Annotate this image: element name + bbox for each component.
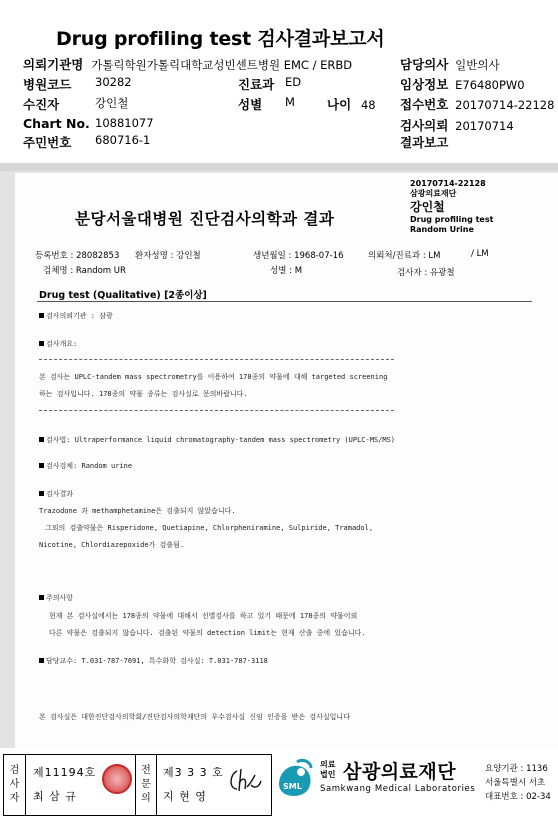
request-date-value: 20170714	[455, 119, 514, 133]
resident-no-value: 680716-1	[95, 133, 151, 147]
patient-label: 수진자	[23, 97, 60, 112]
institution-text: 검사의뢰기관 : 삼광	[46, 312, 113, 320]
specialist-char-2: 문	[141, 779, 151, 790]
notice-head-text: 주의사항	[46, 594, 74, 602]
receipt-no-value: 20170714-22128	[455, 98, 555, 112]
org-type-line-1: 의료	[320, 760, 336, 769]
examiner-name: 검사자 : 유광철	[397, 268, 455, 278]
hospital-code-row	[23, 75, 132, 93]
sex-label: 성별	[238, 97, 263, 112]
report-title: 분당서울대병원 진단검사의학과 결과	[75, 210, 335, 228]
bullet-square-icon	[39, 463, 44, 468]
stamp-receipt-no: 20170714-22128	[410, 179, 486, 188]
examiner-char-1: 검	[9, 765, 20, 776]
stamp-specimen: Random Urine	[410, 225, 474, 234]
result-report-label: 결과보고	[400, 135, 449, 150]
org-address: 서울특별시 서초	[485, 778, 546, 788]
stamp-org: 삼광의료재단	[410, 189, 457, 198]
department-value: ED	[285, 75, 302, 89]
doctor-label: 담당의사	[400, 57, 449, 72]
overview-head-line	[39, 339, 77, 349]
bullet-square-icon	[39, 341, 44, 346]
requester-value: 가톨릭학원가톨릭대학교성빈센트병원 EMC / ERBD	[91, 58, 353, 72]
org-code: 요양기관 : 1136	[485, 764, 548, 774]
receipt-stamp	[410, 179, 493, 235]
org-type	[320, 760, 335, 780]
examiner-char-2: 사	[9, 779, 20, 790]
specialist-char-3: 의	[141, 793, 151, 804]
org-type-line-2: 법인	[320, 770, 336, 779]
notice-head-line	[39, 593, 73, 603]
result-line-2: 그외의 검출약물은 Risperidone, Quetiapine, Chlorpheniramine, Sulpiride, Tramadol,	[45, 524, 374, 532]
examiner-signer-name: 최 삼 규	[33, 790, 77, 803]
request-date-label: 검사의뢰	[400, 118, 449, 133]
age-value: 48	[360, 98, 376, 112]
section-title: Drug test (Qualitative) [2종이상]	[39, 290, 207, 301]
bullet-square-icon	[39, 658, 44, 663]
resident-no-label: 주민번호	[23, 135, 72, 150]
hospital-code-value: 30282	[95, 75, 132, 89]
requester-label: 의뢰기관명	[23, 57, 84, 72]
doctor-value: 일반의사	[455, 58, 500, 72]
reg-no: 등록번호 : 28082853	[35, 251, 120, 261]
dept-info-slash: / LM	[471, 249, 489, 259]
request-date-row	[400, 116, 514, 134]
specialist-char-1: 전	[141, 765, 151, 776]
receipt-no-label: 접수번호	[400, 97, 449, 112]
signature-bar	[0, 752, 558, 819]
accreditation-line: 본 검사실은 대한진단검사의학회/진단검사의학재단의 우수검사실 신임 인증을 받은 검사실입니다	[39, 713, 350, 721]
requester-row	[23, 55, 352, 73]
birth-date: 생년월일 : 1968-07-16	[253, 251, 344, 261]
chart-no-label: Chart No.	[23, 116, 90, 131]
specimen-text: 검사검체: Random urine	[46, 462, 133, 470]
scanned-report-area	[0, 171, 558, 748]
handwritten-signature-icon	[225, 765, 265, 795]
institution-line	[39, 311, 113, 321]
sex-value: M	[285, 95, 295, 109]
report-paper	[15, 173, 558, 748]
overview-line-1: 본 검사는 UPLC-tandem mass spectrometry를 이용하여 178종의 약물에 대해 targeted screening	[39, 373, 388, 381]
specimen-name: 검체명 : Random UR	[43, 266, 126, 276]
bullet-square-icon	[39, 595, 44, 600]
result-report-row	[400, 133, 448, 151]
header-divider	[0, 163, 558, 171]
org-phone: 대표번호 : 02-34	[485, 792, 551, 802]
bullet-square-icon	[39, 313, 44, 318]
contact-line	[39, 656, 268, 666]
dashed-rule	[39, 410, 394, 411]
clinical-info-label: 임상정보	[400, 77, 449, 92]
patient-row	[23, 95, 129, 113]
result-head-line	[39, 489, 73, 499]
hospital-code-label: 병원코드	[23, 77, 72, 92]
department-label: 진료과	[238, 77, 275, 92]
page-title: Drug profiling test 검사결과보고서	[56, 28, 385, 50]
resident-no-row	[23, 133, 151, 151]
age-label: 나이	[327, 97, 352, 112]
org-english-name: Samkwang Medical Laboratories	[320, 784, 476, 794]
receipt-no-row	[400, 95, 554, 113]
specialist-vertical-label	[135, 755, 157, 815]
sml-logo-icon	[275, 758, 317, 800]
bullet-square-icon	[39, 491, 44, 496]
result-line-1: Trazodone 과 methamphetamine은 검출되지 않았습니다.	[39, 507, 236, 515]
stamp-test: Drug profiling test	[410, 215, 494, 224]
specialist-signer-name: 지 현 영	[163, 790, 207, 803]
age-row	[327, 95, 376, 113]
result-head-text: 검사결과	[46, 490, 74, 498]
examiner-vertical-label	[4, 755, 26, 815]
department-row	[238, 75, 302, 93]
examiner-char-3: 자	[9, 793, 20, 804]
sex-row	[238, 95, 295, 113]
patient-name: 환자성명 : 강인철	[135, 251, 201, 261]
method-text: 검사법: Ultraperformance liquid chromatography-tandem mass spectrometry (UPLC-MS/MS)	[46, 436, 396, 444]
examiner-license-no: 제11194호	[33, 766, 97, 779]
bullet-square-icon	[39, 437, 44, 442]
section-rule	[37, 301, 532, 302]
logo-text: SML	[283, 782, 302, 791]
clinical-info-value: E76480PW0	[455, 78, 525, 92]
specimen-line	[39, 461, 132, 471]
contact-text: 담당교수: T.031-787-7691, 특수화학 검사실: T.031-787-3118	[46, 657, 268, 665]
result-line-3: Nicotine, Chlordiazepoxide가 검출됨.	[39, 541, 185, 549]
stamp-patient-name: 강인철	[410, 200, 445, 214]
chart-no-row	[23, 116, 154, 131]
doctor-row	[400, 55, 500, 73]
overview-line-2: 하는 검사입니다. 178종의 약물 종류는 검사실로 문의바랍니다.	[39, 390, 248, 398]
method-line	[39, 435, 395, 445]
report-header	[0, 0, 558, 163]
chart-no-value: 10881077	[95, 116, 154, 130]
patient-value: 강인철	[95, 96, 129, 110]
red-seal-icon	[102, 764, 132, 794]
dashed-rule	[39, 359, 394, 360]
specialist-license-no: 제3 3 3 호	[163, 766, 224, 779]
signature-box	[3, 754, 272, 816]
org-name: 삼광의료재단	[343, 761, 457, 783]
patient-sex: 성별 : M	[270, 266, 303, 276]
notice-line-2: 다른 약물은 검출되지 않습니다. 검출된 약물의 detection limit는 현재 산출 중에 있습니다.	[49, 629, 366, 637]
notice-line-1: 현재 본 검사실에서는 178종의 약물에 대해서 선별검사를 하고 있기 때문에 178종의 약물이외	[49, 612, 358, 620]
clinical-info-row	[400, 75, 525, 93]
overview-head-text: 검사개요:	[46, 340, 78, 348]
dept-info: 의뢰처/진료과 : LM	[368, 251, 441, 261]
